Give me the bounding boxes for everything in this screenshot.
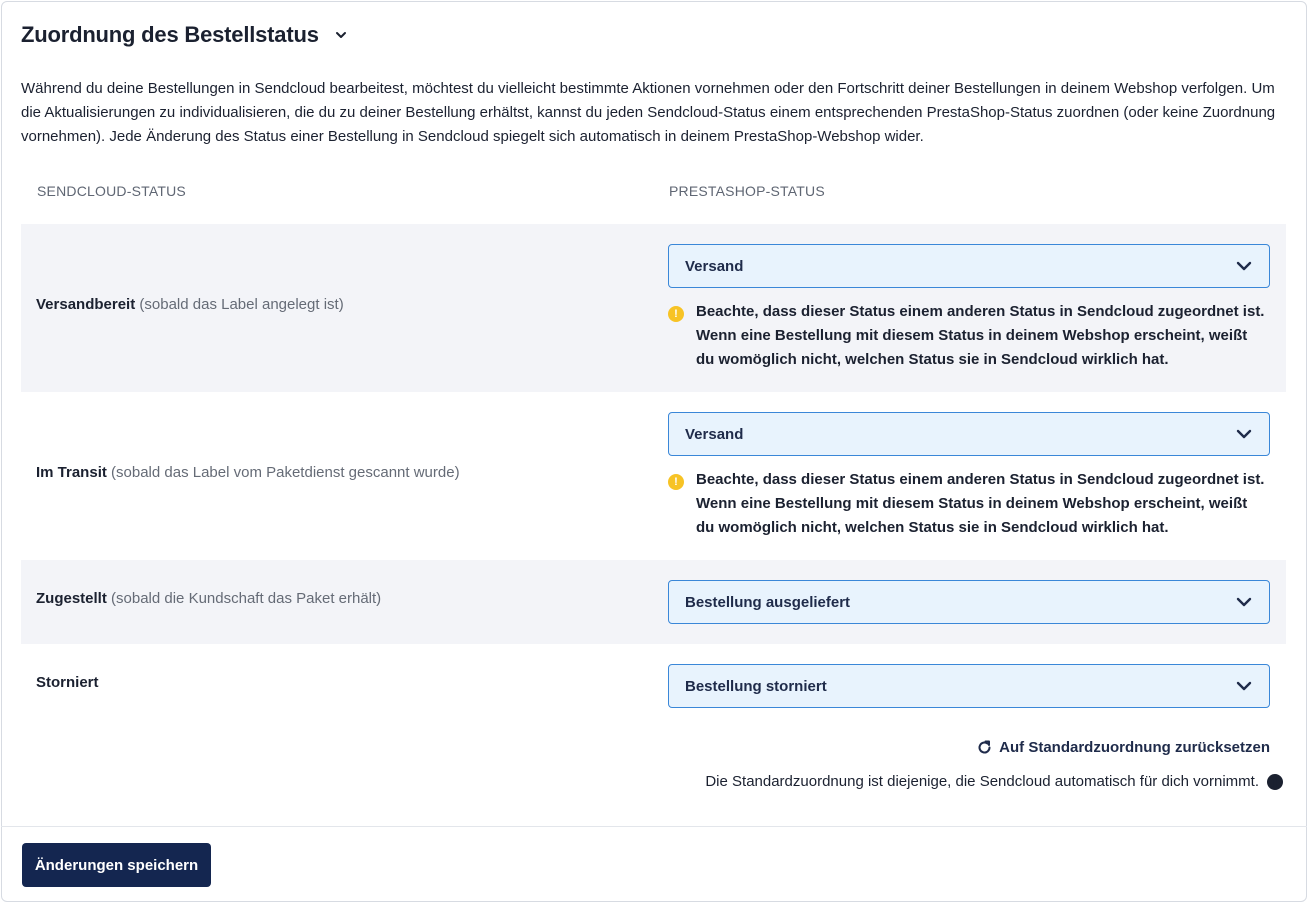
mapping-warning (668, 468, 1268, 540)
select-value: Versand (685, 425, 744, 443)
status-label (36, 296, 344, 313)
chevron-down-icon[interactable] (331, 25, 351, 45)
section-header[interactable] (21, 20, 351, 50)
select-value: Bestellung storniert (685, 677, 827, 695)
save-changes-button[interactable]: Änderungen speichern (22, 843, 211, 887)
mapping-row-cancelled (21, 644, 1286, 728)
status-label (36, 590, 381, 607)
default-note-text: Die Standardzuordnung ist diejenige, die Sendcloud automatisch für dich vornimmt. (705, 773, 1259, 790)
prestashop-status-select[interactable] (668, 412, 1270, 456)
footer-divider (1, 826, 1307, 827)
select-value: Bestellung ausgeliefert (685, 593, 851, 611)
mapping-warning (668, 300, 1268, 372)
column-header-sendcloud: SENDCLOUD-STATUS (37, 183, 186, 199)
warning-icon: ! (668, 474, 684, 490)
status-name: Versandbereit (36, 296, 136, 313)
status-name: Zugestellt (36, 590, 107, 607)
status-hint: (sobald die Kundschaft das Paket erhält) (111, 590, 382, 607)
info-icon[interactable]: i (1267, 774, 1283, 790)
column-header-prestashop: PRESTASHOP-STATUS (669, 183, 825, 199)
status-label (36, 674, 99, 691)
mapping-row-in-transit (21, 392, 1286, 560)
status-hint: (sobald das Label angelegt ist) (139, 296, 344, 313)
reset-label: Auf Standardzuordnung zurücksetzen (999, 739, 1270, 756)
default-mapping-note (705, 773, 1283, 790)
section-title: Zuordnung des Bestellstatus (21, 22, 319, 47)
prestashop-status-select[interactable] (668, 664, 1270, 708)
prestashop-status-select[interactable] (668, 580, 1270, 624)
prestashop-status-select[interactable] (668, 244, 1270, 288)
status-hint: (sobald das Label vom Paketdienst gescannt wurde) (111, 464, 460, 481)
refresh-icon (976, 739, 993, 756)
chevron-down-icon (1235, 257, 1253, 275)
section-intro: Während du deine Bestellungen in Sendcloud bearbeitest, möchtest du vielleicht bestimmte Aktionen vornehmen oder den Fortschritt deiner Bestellungen in deinem Webshop verfolgen. Um die Aktualisierungen zu individualisieren, die du zu deiner Bestellung erhältst, kannst du jeden Sendcloud-Status einem entsprechenden PrestaShop-Status zuordnen (oder keine Zuordnung vornehmen). Jede Änderung des Status einer Bestellung in Sendcloud spiegelt sich automatisch in deinem PrestaShop-Webshop wider. (21, 80, 1276, 145)
select-value: Versand (685, 257, 744, 275)
chevron-down-icon (1235, 425, 1253, 443)
mapping-row-ready (21, 224, 1286, 392)
mapping-row-delivered (21, 560, 1286, 644)
reset-default-mapping-button[interactable] (976, 739, 1270, 756)
status-name: Storniert (36, 674, 99, 691)
status-label (36, 464, 460, 481)
warning-text: Beachte, dass dieser Status einem anderen Status in Sendcloud zugeordnet ist. Wenn eine Bestellung mit diesem Status in deinem Webshop erscheint, weißt du womöglich nicht, welchen Status sie in Sendcloud wirklich hat. (696, 471, 1265, 536)
status-name: Im Transit (36, 464, 107, 481)
chevron-down-icon (1235, 593, 1253, 611)
chevron-down-icon (1235, 677, 1253, 695)
warning-text: Beachte, dass dieser Status einem anderen Status in Sendcloud zugeordnet ist. Wenn eine Bestellung mit diesem Status in deinem Webshop erscheint, weißt du womöglich nicht, welchen Status sie in Sendcloud wirklich hat. (696, 303, 1265, 368)
warning-icon: ! (668, 306, 684, 322)
